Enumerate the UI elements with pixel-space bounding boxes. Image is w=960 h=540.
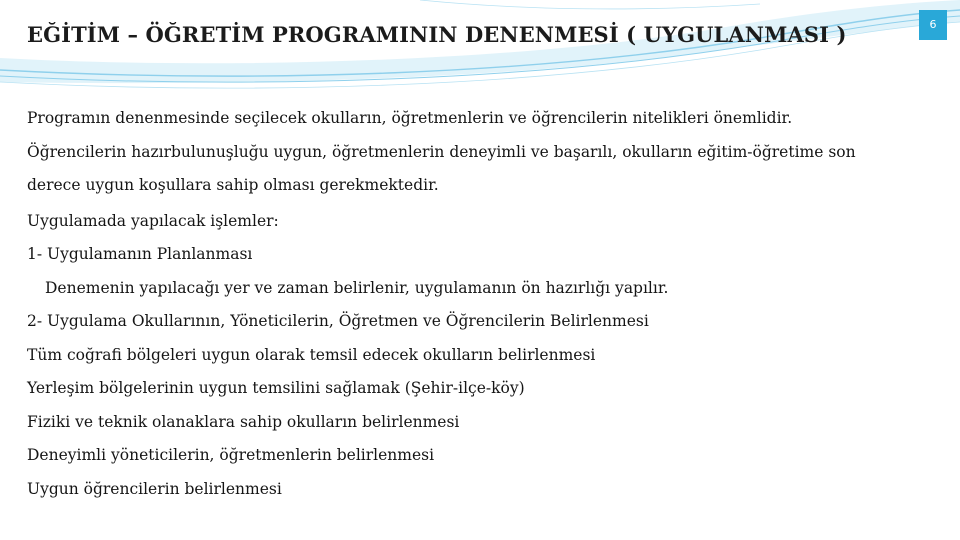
step2-item: Fiziki ve teknik olanaklara sahip okulların belirlenmesi xyxy=(27,412,460,431)
steps-heading: Uygulamada yapılacak işlemler: xyxy=(27,211,279,230)
slide-body xyxy=(27,104,937,506)
header-wave-decoration xyxy=(0,0,960,100)
step2-title: 2- Uygulama Okullarının, Yöneticilerin, Öğretmen ve Öğrencilerin Belirlenmesi xyxy=(27,312,649,330)
intro-line-3: derece uygun koşullara sahip olması gerekmektedir. xyxy=(27,176,439,194)
step2-item: Uygun öğrencilerin belirlenmesi xyxy=(27,479,282,498)
slide-title: EĞİTİM – ÖĞRETİM PROGRAMININ DENENMESİ ( UYGULANMASI ) xyxy=(27,22,847,47)
intro-line-1: Programın denenmesinde seçilecek okulların, öğretmenlerin ve öğrencilerin nitelikleri önemlidir. xyxy=(27,109,793,127)
step2-item: Deneyimli yöneticilerin, öğretmenlerin belirlenmesi xyxy=(27,446,435,464)
page-number-badge: 6 xyxy=(919,10,947,40)
step1-text: Denemenin yapılacağı yer ve zaman belirlenir, uygulamanın ön hazırlığı yapılır. xyxy=(45,278,669,297)
intro-line-2: Öğrencilerin hazırbulunuşluğu uygun, öğretmenlerin deneyimli ve başarılı, okulların eğitim-öğretime son xyxy=(27,142,856,161)
step2-item: Yerleşim bölgelerinin uygun temsilini sağlamak (Şehir-ilçe-köy) xyxy=(27,379,525,397)
step1-title: 1- Uygulamanın Planlanması xyxy=(27,245,253,263)
step2-item: Tüm coğrafi bölgeleri uygun olarak temsil edecek okulların belirlenmesi xyxy=(27,345,596,364)
